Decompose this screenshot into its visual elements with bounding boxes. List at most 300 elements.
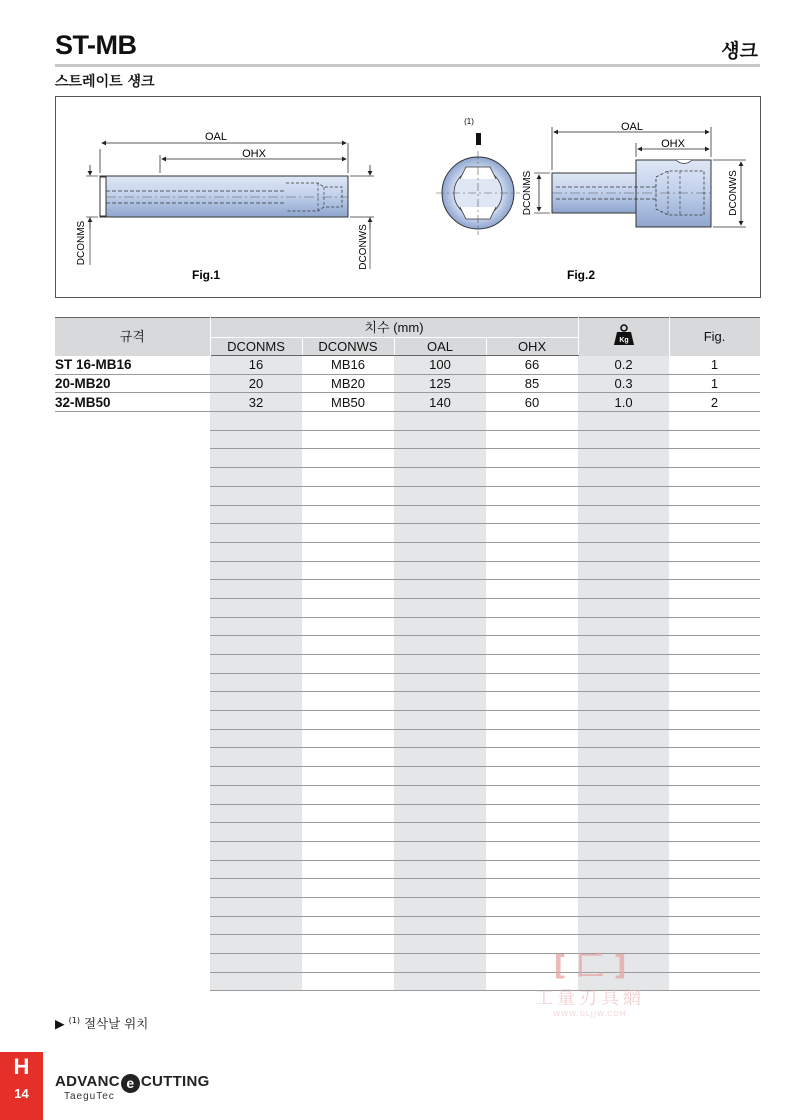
- table-row-blank: [55, 804, 760, 823]
- blank-cell: [578, 617, 669, 636]
- blank-cell: [578, 711, 669, 730]
- blank-cell: [486, 617, 578, 636]
- blank-cell: [669, 430, 760, 449]
- table-row-blank: [55, 542, 760, 561]
- blank-cell: [394, 617, 486, 636]
- blank-cell: [210, 412, 302, 431]
- blank-cell: [669, 655, 760, 674]
- blank-cell: [55, 916, 210, 935]
- blank-cell: [669, 860, 760, 879]
- col-header-spec: 규격: [55, 318, 210, 356]
- fig-cell: 1: [669, 374, 760, 393]
- fig-cell: 2: [669, 393, 760, 412]
- blank-cell: [578, 524, 669, 543]
- table-row-blank: [55, 524, 760, 543]
- blank-cell: [210, 804, 302, 823]
- blank-cell: [669, 916, 760, 935]
- blank-cell: [486, 860, 578, 879]
- blank-cell: [210, 785, 302, 804]
- blank-cell: [486, 486, 578, 505]
- table-row-blank: [55, 916, 760, 935]
- blank-cell: [669, 897, 760, 916]
- blank-cell: [210, 823, 302, 842]
- blank-cell: [210, 561, 302, 580]
- blank-cell: [669, 767, 760, 786]
- blank-cell: [210, 430, 302, 449]
- blank-cell: [669, 542, 760, 561]
- blank-cell: [210, 897, 302, 916]
- table-row: [55, 356, 760, 375]
- fig2-caption: Fig.2: [566, 268, 596, 282]
- table-row-blank: [55, 636, 760, 655]
- blank-cell: [302, 729, 394, 748]
- blank-cell: [669, 823, 760, 842]
- spec-cell: 32-MB50: [55, 393, 210, 412]
- blank-cell: [55, 841, 210, 860]
- table-row-blank: [55, 412, 760, 431]
- technical-drawing: [56, 97, 762, 299]
- blank-cell: [578, 692, 669, 711]
- fig1-caption: Fig.1: [191, 268, 221, 282]
- blank-cell: [302, 879, 394, 898]
- blank-cell: [394, 841, 486, 860]
- table-row: [55, 374, 760, 393]
- blank-cell: [302, 617, 394, 636]
- blank-cell: [55, 785, 210, 804]
- fig1-dconms-label: DCONMS: [76, 220, 87, 266]
- col-header-dconws: DCONWS: [302, 338, 394, 356]
- blank-cell: [55, 748, 210, 767]
- spec-cell: ST 16-MB16: [55, 356, 210, 375]
- blank-cell: [578, 785, 669, 804]
- blank-cell: [669, 468, 760, 487]
- page-subtitle: 스트레이트 섕크: [55, 74, 155, 90]
- col-header-dconms: DCONMS: [210, 338, 302, 356]
- blank-cell: [669, 449, 760, 468]
- brand-subtitle: TaeguTec: [64, 1091, 115, 1102]
- blank-cell: [394, 785, 486, 804]
- fig2-holder-head: [636, 160, 711, 227]
- blank-cell: [394, 916, 486, 935]
- blank-cell: [302, 823, 394, 842]
- table-row-blank: [55, 785, 760, 804]
- table-row-blank: [55, 561, 760, 580]
- blank-cell: [302, 954, 394, 973]
- blank-cell: [210, 879, 302, 898]
- blank-cell: [394, 860, 486, 879]
- table-row-blank: [55, 841, 760, 860]
- blank-cell: [486, 505, 578, 524]
- blank-cell: [578, 430, 669, 449]
- fig1-drawing: [86, 143, 374, 269]
- blank-cell: [486, 729, 578, 748]
- blank-cell: [302, 505, 394, 524]
- fig2-ohx-label: OHX: [661, 138, 685, 150]
- blank-cell: [669, 879, 760, 898]
- footnote-text: 절삭날 위치: [83, 1016, 149, 1031]
- blank-cell: [486, 542, 578, 561]
- blank-cell: [210, 636, 302, 655]
- blank-cell: [486, 823, 578, 842]
- blank-cell: [394, 954, 486, 973]
- blank-cell: [578, 767, 669, 786]
- blank-cell: [55, 729, 210, 748]
- blank-cell: [669, 748, 760, 767]
- blank-cell: [486, 841, 578, 860]
- blank-cell: [394, 449, 486, 468]
- blank-cell: [578, 804, 669, 823]
- blank-cell: [302, 636, 394, 655]
- table-row-blank: [55, 823, 760, 842]
- blank-cell: [578, 748, 669, 767]
- blank-cell: [210, 655, 302, 674]
- blank-cell: [578, 916, 669, 935]
- blank-cell: [578, 897, 669, 916]
- blank-cell: [394, 598, 486, 617]
- blank-cell: [394, 897, 486, 916]
- fig1-shank-end: [100, 177, 106, 216]
- blank-cell: [578, 655, 669, 674]
- blank-cell: [669, 617, 760, 636]
- table-row-blank: [55, 617, 760, 636]
- table-row-blank: [55, 767, 760, 786]
- table-row-blank: [55, 598, 760, 617]
- dconws-cell: MB16: [302, 356, 394, 375]
- blank-cell: [578, 879, 669, 898]
- blank-cell: [486, 412, 578, 431]
- blank-cell: [55, 655, 210, 674]
- fig1-shank-body: [100, 176, 348, 217]
- blank-cell: [669, 804, 760, 823]
- ohx-cell: 66: [486, 356, 578, 375]
- watermark-url: WWW.GLJJW.COM: [553, 1010, 627, 1018]
- blank-cell: [55, 468, 210, 487]
- table-row-blank: [55, 860, 760, 879]
- table-row-blank: [55, 711, 760, 730]
- table-row-blank: [55, 748, 760, 767]
- blank-cell: [302, 711, 394, 730]
- blank-cell: [55, 412, 210, 431]
- blank-cell: [394, 542, 486, 561]
- blank-cell: [302, 449, 394, 468]
- spec-cell: 20-MB20: [55, 374, 210, 393]
- table-row-blank: [55, 505, 760, 524]
- header-rule: [55, 64, 760, 67]
- blank-cell: [394, 580, 486, 599]
- blank-cell: [55, 954, 210, 973]
- table-row-blank: [55, 935, 760, 954]
- blank-cell: [669, 729, 760, 748]
- blank-cell: [486, 580, 578, 599]
- brand-left: ADVANC: [55, 1073, 120, 1090]
- blank-cell: [669, 524, 760, 543]
- ohx-cell: 85: [486, 374, 578, 393]
- table-row-blank: [55, 897, 760, 916]
- blank-cell: [210, 524, 302, 543]
- blank-cell: [394, 972, 486, 991]
- blank-cell: [578, 823, 669, 842]
- blank-cell: [302, 804, 394, 823]
- blank-cell: [578, 636, 669, 655]
- blank-cell: [486, 804, 578, 823]
- blank-cell: [55, 767, 210, 786]
- col-header-ohx: OHX: [486, 338, 578, 356]
- oal-cell: 100: [394, 356, 486, 375]
- blank-cell: [210, 449, 302, 468]
- page-number: 14: [14, 1086, 29, 1101]
- table-row-blank: [55, 655, 760, 674]
- blank-cell: [486, 897, 578, 916]
- fig2-oal-label: OAL: [620, 121, 644, 133]
- category-label: 섕크: [721, 40, 758, 62]
- blank-cell: [302, 935, 394, 954]
- table-row-blank: [55, 468, 760, 487]
- blank-cell: [669, 935, 760, 954]
- blank-cell: [669, 954, 760, 973]
- blank-cell: [669, 412, 760, 431]
- cutting-edge-marker: [476, 133, 481, 145]
- blank-cell: [210, 468, 302, 487]
- dconws-cell: MB50: [302, 393, 394, 412]
- table-row-blank: [55, 879, 760, 898]
- blank-cell: [578, 542, 669, 561]
- blank-cell: [486, 879, 578, 898]
- blank-cell: [486, 916, 578, 935]
- blank-cell: [302, 580, 394, 599]
- blank-cell: [394, 505, 486, 524]
- brand-logo: [55, 1073, 210, 1093]
- blank-cell: [55, 636, 210, 655]
- blank-cell: [55, 449, 210, 468]
- blank-cell: [486, 561, 578, 580]
- blank-cell: [55, 580, 210, 599]
- blank-cell: [55, 598, 210, 617]
- blank-cell: [669, 785, 760, 804]
- blank-cell: [55, 430, 210, 449]
- blank-cell: [302, 897, 394, 916]
- blank-cell: [578, 673, 669, 692]
- blank-cell: [55, 972, 210, 991]
- dconws-cell: MB20: [302, 374, 394, 393]
- watermark-mark: [ 匚 ]: [553, 949, 627, 982]
- table-row-blank: [55, 580, 760, 599]
- blank-cell: [394, 673, 486, 692]
- blank-cell: [302, 972, 394, 991]
- blank-cell: [302, 673, 394, 692]
- blank-cell: [394, 935, 486, 954]
- blank-cell: [210, 729, 302, 748]
- weight-cell: 1.0: [578, 393, 669, 412]
- blank-cell: [210, 841, 302, 860]
- blank-cell: [302, 860, 394, 879]
- blank-cell: [486, 468, 578, 487]
- blank-cell: [210, 767, 302, 786]
- table-row-blank: [55, 449, 760, 468]
- blank-cell: [394, 767, 486, 786]
- blank-cell: [302, 486, 394, 505]
- table-row-blank: [55, 673, 760, 692]
- col-header-weight: [578, 318, 669, 356]
- fig2-dconws-label: DCONWS: [728, 170, 739, 216]
- dconms-cell: 16: [210, 356, 302, 375]
- blank-cell: [486, 673, 578, 692]
- blank-cell: [55, 505, 210, 524]
- blank-cell: [394, 430, 486, 449]
- blank-cell: [302, 412, 394, 431]
- blank-cell: [302, 748, 394, 767]
- blank-cell: [302, 561, 394, 580]
- blank-cell: [669, 561, 760, 580]
- watermark-text: 工量刃具網: [535, 988, 645, 1009]
- fig-cell: 1: [669, 356, 760, 375]
- table-row-blank: [55, 486, 760, 505]
- blank-cell: [394, 748, 486, 767]
- blank-cell: [394, 879, 486, 898]
- blank-cell: [394, 655, 486, 674]
- footnote-arrow-icon: ▶: [55, 1016, 65, 1031]
- blank-cell: [578, 505, 669, 524]
- blank-cell: [210, 860, 302, 879]
- blank-cell: [578, 561, 669, 580]
- blank-cell: [55, 617, 210, 636]
- blank-cell: [486, 785, 578, 804]
- table-row-blank: [55, 430, 760, 449]
- blank-cell: [55, 486, 210, 505]
- table-row-blank: [55, 954, 760, 973]
- ohx-cell: 60: [486, 393, 578, 412]
- blank-cell: [210, 692, 302, 711]
- blank-cell: [486, 655, 578, 674]
- blank-cell: [302, 767, 394, 786]
- blank-cell: [578, 580, 669, 599]
- weight-icon-text: Kg: [618, 336, 629, 344]
- blank-cell: [394, 711, 486, 730]
- blank-cell: [210, 542, 302, 561]
- blank-cell: [578, 412, 669, 431]
- blank-cell: [669, 598, 760, 617]
- blank-cell: [55, 897, 210, 916]
- blank-cell: [210, 972, 302, 991]
- blank-cell: [578, 449, 669, 468]
- blank-cell: [302, 655, 394, 674]
- table-row-blank: [55, 972, 760, 991]
- blank-cell: [210, 916, 302, 935]
- blank-cell: [486, 692, 578, 711]
- blank-cell: [578, 860, 669, 879]
- blank-cell: [210, 935, 302, 954]
- page-title: ST-MB: [55, 30, 137, 60]
- blank-cell: [302, 692, 394, 711]
- fig1-ohx-label: OHX: [242, 148, 266, 160]
- blank-cell: [669, 692, 760, 711]
- blank-cell: [210, 673, 302, 692]
- col-header-dimensions: 치수 (mm): [210, 318, 578, 338]
- blank-cell: [55, 823, 210, 842]
- blank-cell: [55, 711, 210, 730]
- blank-cell: [302, 430, 394, 449]
- blank-cell: [210, 748, 302, 767]
- blank-cell: [669, 580, 760, 599]
- blank-cell: [394, 412, 486, 431]
- blank-cell: [210, 711, 302, 730]
- blank-cell: [578, 486, 669, 505]
- weight-kg-icon: [613, 324, 635, 350]
- fig1-oal-label: OAL: [204, 131, 228, 143]
- blank-cell: [55, 935, 210, 954]
- blank-cell: [210, 617, 302, 636]
- fig2-end-view: [436, 133, 520, 235]
- fig2-side-view: [534, 127, 746, 227]
- blank-cell: [210, 486, 302, 505]
- dconms-cell: 32: [210, 393, 302, 412]
- blank-cell: [394, 636, 486, 655]
- blank-cell: [486, 636, 578, 655]
- blank-cell: [210, 505, 302, 524]
- table-row: [55, 393, 760, 412]
- dconms-cell: 20: [210, 374, 302, 393]
- blank-cell: [394, 486, 486, 505]
- blank-cell: [486, 748, 578, 767]
- blank-cell: [302, 598, 394, 617]
- blank-cell: [394, 804, 486, 823]
- blank-cell: [669, 636, 760, 655]
- blank-cell: [578, 729, 669, 748]
- fig2-dconms-label: DCONMS: [522, 170, 533, 216]
- blank-cell: [578, 841, 669, 860]
- fig2-note-marker: (1): [464, 117, 474, 126]
- brand-right: CUTTING: [140, 1073, 210, 1090]
- blank-cell: [210, 954, 302, 973]
- section-tab: [0, 1052, 43, 1120]
- blank-cell: [302, 542, 394, 561]
- col-header-fig: Fig.: [669, 318, 760, 356]
- blank-cell: [210, 580, 302, 599]
- blank-cell: [55, 673, 210, 692]
- blank-cell: [394, 729, 486, 748]
- blank-cell: [486, 711, 578, 730]
- blank-cell: [302, 916, 394, 935]
- blank-cell: [55, 542, 210, 561]
- section-letter: H: [13, 1054, 30, 1079]
- blank-cell: [669, 486, 760, 505]
- footnote: [55, 1014, 148, 1032]
- blank-cell: [394, 823, 486, 842]
- blank-cell: [486, 449, 578, 468]
- blank-cell: [55, 524, 210, 543]
- blank-cell: [302, 468, 394, 487]
- blank-cell: [669, 711, 760, 730]
- spec-table: [55, 317, 761, 991]
- blank-cell: [55, 860, 210, 879]
- blank-cell: [394, 561, 486, 580]
- blank-cell: [302, 524, 394, 543]
- oal-cell: 140: [394, 393, 486, 412]
- footnote-marker: (1): [68, 1015, 80, 1025]
- weight-cell: 0.2: [578, 356, 669, 375]
- blank-cell: [55, 879, 210, 898]
- blank-cell: [486, 598, 578, 617]
- blank-cell: [578, 468, 669, 487]
- watermark: [535, 944, 645, 1018]
- table-row-blank: [55, 692, 760, 711]
- blank-cell: [302, 785, 394, 804]
- fig1-dconws-label: DCONWS: [358, 224, 369, 270]
- brand-e-icon: e: [121, 1074, 140, 1093]
- blank-cell: [394, 468, 486, 487]
- blank-cell: [669, 841, 760, 860]
- col-header-oal: OAL: [394, 338, 486, 356]
- weight-cell: 0.3: [578, 374, 669, 393]
